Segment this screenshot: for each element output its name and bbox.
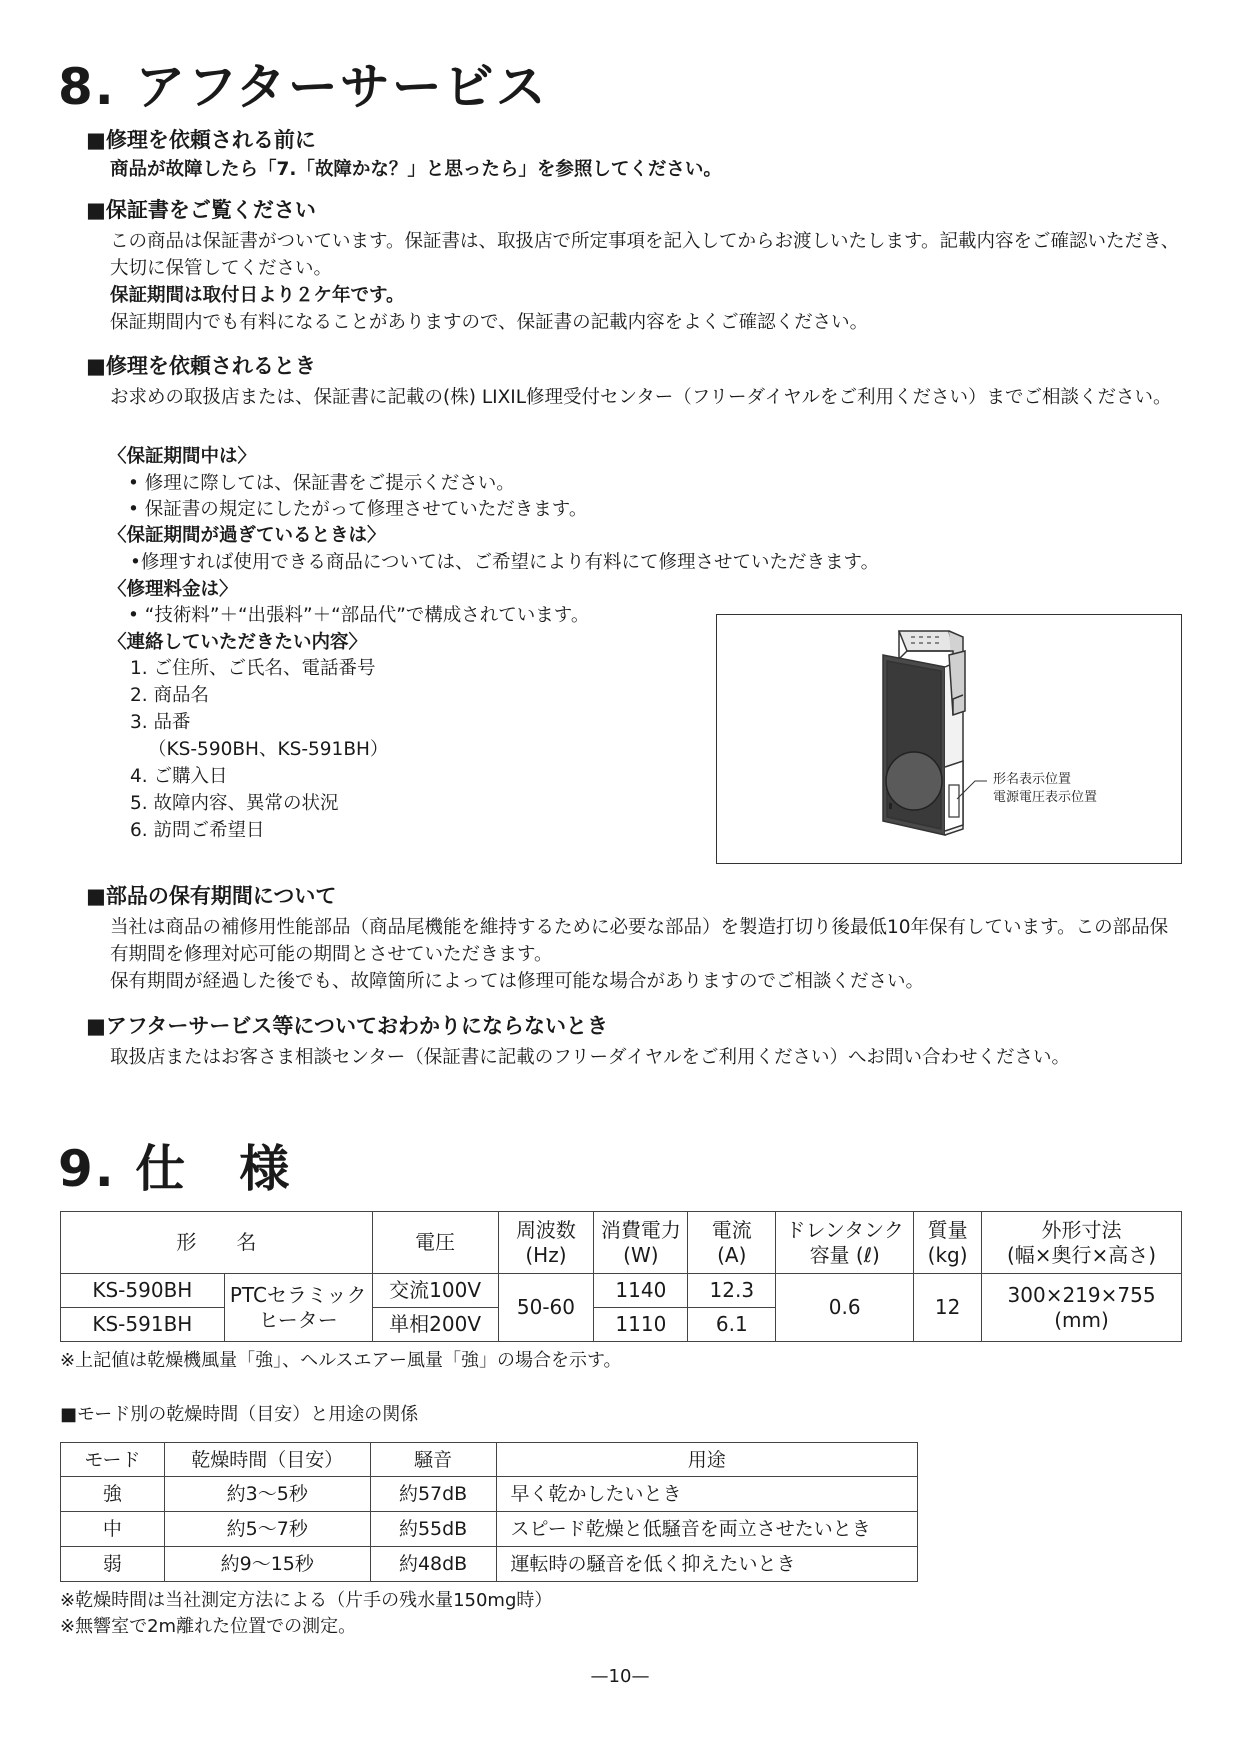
product-figure bbox=[716, 614, 1182, 864]
contact-item: 3. 品番 bbox=[130, 712, 191, 733]
warranty-period: 保証期間は取付日より２ケ年です。 bbox=[110, 285, 405, 306]
header-drying-time: 乾燥時間（目安） bbox=[164, 1443, 370, 1477]
mode-note: ※無響室で2m離れた位置での測定。 bbox=[60, 1616, 357, 1637]
contact-item: 6. 訪問ご希望日 bbox=[130, 820, 265, 841]
header-model: 形 名 bbox=[61, 1212, 373, 1274]
power-cell: 1110 bbox=[594, 1308, 688, 1342]
fee-item: • “技術料”＋“出張料”＋“部品代”で構成されています。 bbox=[128, 605, 590, 626]
dimensions-cell: 300×219×755 (mm) bbox=[982, 1274, 1182, 1342]
after-period-heading: 〈保証期間が過ぎているときは〉 bbox=[108, 525, 386, 546]
spec-table bbox=[60, 1211, 1182, 1342]
header-drain-tank: ドレンタンク 容量 (ℓ) bbox=[776, 1212, 914, 1274]
unknown-heading: ■アフターサービス等についておわかりにならないとき bbox=[86, 1014, 608, 1038]
contact-item: （KS-590BH、KS-591BH） bbox=[148, 739, 389, 760]
section8-title: 8. アフターサービス bbox=[58, 58, 548, 116]
usage-cell: 運転時の騒音を低く抑えたいとき bbox=[496, 1547, 917, 1582]
table-row bbox=[61, 1477, 918, 1512]
noise-cell: 約55dB bbox=[370, 1512, 496, 1547]
contact-item: 5. 故障内容、異常の状況 bbox=[130, 793, 339, 814]
contact-item: 2. 商品名 bbox=[130, 685, 210, 706]
in-period-item: • 保証書の規定にしたがって修理させていただきます。 bbox=[128, 499, 588, 520]
usage-cell: スピード乾燥と低騒音を両立させたいとき bbox=[496, 1512, 917, 1547]
after-period-item: •修理すれば使用できる商品については、ご希望により有料にて修理させていただきます。 bbox=[130, 552, 880, 573]
table-row bbox=[61, 1274, 1182, 1308]
voltage-cell: 単相200V bbox=[372, 1308, 498, 1342]
contact-item: 1. ご住所、ご氏名、電話番号 bbox=[130, 658, 376, 679]
contact-item: 4. ご購入日 bbox=[130, 766, 228, 787]
before-repair-heading: ■修理を依頼される前に bbox=[86, 128, 316, 152]
header-noise: 騒音 bbox=[370, 1443, 496, 1477]
table-row bbox=[61, 1512, 918, 1547]
contact-heading: 〈連絡していただきたい内容〉 bbox=[108, 632, 368, 653]
power-cell: 1140 bbox=[594, 1274, 688, 1308]
usage-cell: 早く乾かしたいとき bbox=[496, 1477, 917, 1512]
table-row bbox=[61, 1547, 918, 1582]
header-dimensions: 外形寸法 (幅×奥行×高さ) bbox=[982, 1212, 1182, 1274]
unknown-text: 取扱店またはお客さま相談センター（保証書に記載のフリーダイヤルをご利用ください）へお問い合わせください。 bbox=[110, 1047, 1070, 1068]
drain-cell: 0.6 bbox=[776, 1274, 914, 1342]
header-usage: 用途 bbox=[496, 1443, 917, 1477]
section9-title: 9. 仕 様 bbox=[58, 1140, 292, 1198]
noise-cell: 約57dB bbox=[370, 1477, 496, 1512]
warranty-heading: ■保証書をご覧ください bbox=[86, 198, 316, 222]
current-cell: 6.1 bbox=[688, 1308, 776, 1342]
noise-cell: 約48dB bbox=[370, 1547, 496, 1582]
before-repair-text: 商品が故障したら「7.「故障かな？」と思ったら」を参照してください。 bbox=[110, 159, 722, 180]
header-mass: 質量 (kg) bbox=[914, 1212, 982, 1274]
header-frequency: 周波数 (Hz) bbox=[498, 1212, 594, 1274]
header-mode: モード bbox=[61, 1443, 165, 1477]
model-cell: KS-591BH bbox=[61, 1308, 225, 1342]
frequency-cell: 50-60 bbox=[498, 1274, 594, 1342]
in-period-heading: 〈保証期間中は〉 bbox=[108, 446, 257, 467]
fee-heading: 〈修理料金は〉 bbox=[108, 579, 238, 600]
warranty-text1: この商品は保証書がついています。保証書は、取扱店で所定事項を記入してからお渡しいたします。記載内容をご確認いただき、大切に保管してください。 bbox=[110, 231, 1180, 279]
mode-cell: 弱 bbox=[61, 1547, 165, 1582]
hand-dryer-illustration bbox=[717, 615, 1183, 865]
header-current: 電流 (A) bbox=[688, 1212, 776, 1274]
model-label-position: 形名表示位置 bbox=[993, 772, 1072, 787]
drying-time-cell: 約3～5秒 bbox=[164, 1477, 370, 1512]
parts-text1: 当社は商品の補修用性能部品（商品尾機能を維持するために必要な部品）を製造打切り後最低10年保有しています。この部品保有期間を修理対応可能の期間とさせていただきます。 bbox=[110, 917, 1169, 965]
mode-note: ※乾燥時間は当社測定方法による（片手の残水量150mg時） bbox=[60, 1590, 553, 1611]
mode-cell: 強 bbox=[61, 1477, 165, 1512]
mass-cell: 12 bbox=[914, 1274, 982, 1342]
in-period-item: • 修理に際しては、保証書をご提示ください。 bbox=[128, 473, 515, 494]
drying-time-cell: 約9～15秒 bbox=[164, 1547, 370, 1582]
model-cell: KS-590BH bbox=[61, 1274, 225, 1308]
mode-cell: 中 bbox=[61, 1512, 165, 1547]
page-number: —10— bbox=[590, 1666, 650, 1687]
spec-note: ※上記値は乾燥機風量「強」、ヘルスエアー風量「強」の場合を示す。 bbox=[60, 1350, 622, 1371]
voltage-cell: 交流100V bbox=[372, 1274, 498, 1308]
parts-heading: ■部品の保有期間について bbox=[86, 884, 337, 908]
heater-cell: PTCセラミック ヒーター bbox=[224, 1274, 372, 1342]
mode-table bbox=[60, 1442, 918, 1582]
when-repair-text: お求めの取扱店または、保証書に記載の(株) LIXIL修理受付センター（フリーダイヤルをご利用ください）までご相談ください。 bbox=[110, 387, 1172, 408]
parts-text2: 保有期間が経過した後でも、故障箇所によっては修理可能な場合がありますのでご相談ください。 bbox=[110, 971, 925, 992]
drying-time-cell: 約5～7秒 bbox=[164, 1512, 370, 1547]
current-cell: 12.3 bbox=[688, 1274, 776, 1308]
mode-heading: ■モード別の乾燥時間（目安）と用途の関係 bbox=[60, 1404, 419, 1425]
warranty-text2: 保証期間内でも有料になることがありますので、保証書の記載内容をよくご確認ください。 bbox=[110, 312, 869, 333]
header-voltage: 電圧 bbox=[372, 1212, 498, 1274]
voltage-label-position: 電源電圧表示位置 bbox=[993, 790, 1098, 805]
when-repair-heading: ■修理を依頼されるとき bbox=[86, 354, 316, 378]
header-power: 消費電力 (W) bbox=[594, 1212, 688, 1274]
